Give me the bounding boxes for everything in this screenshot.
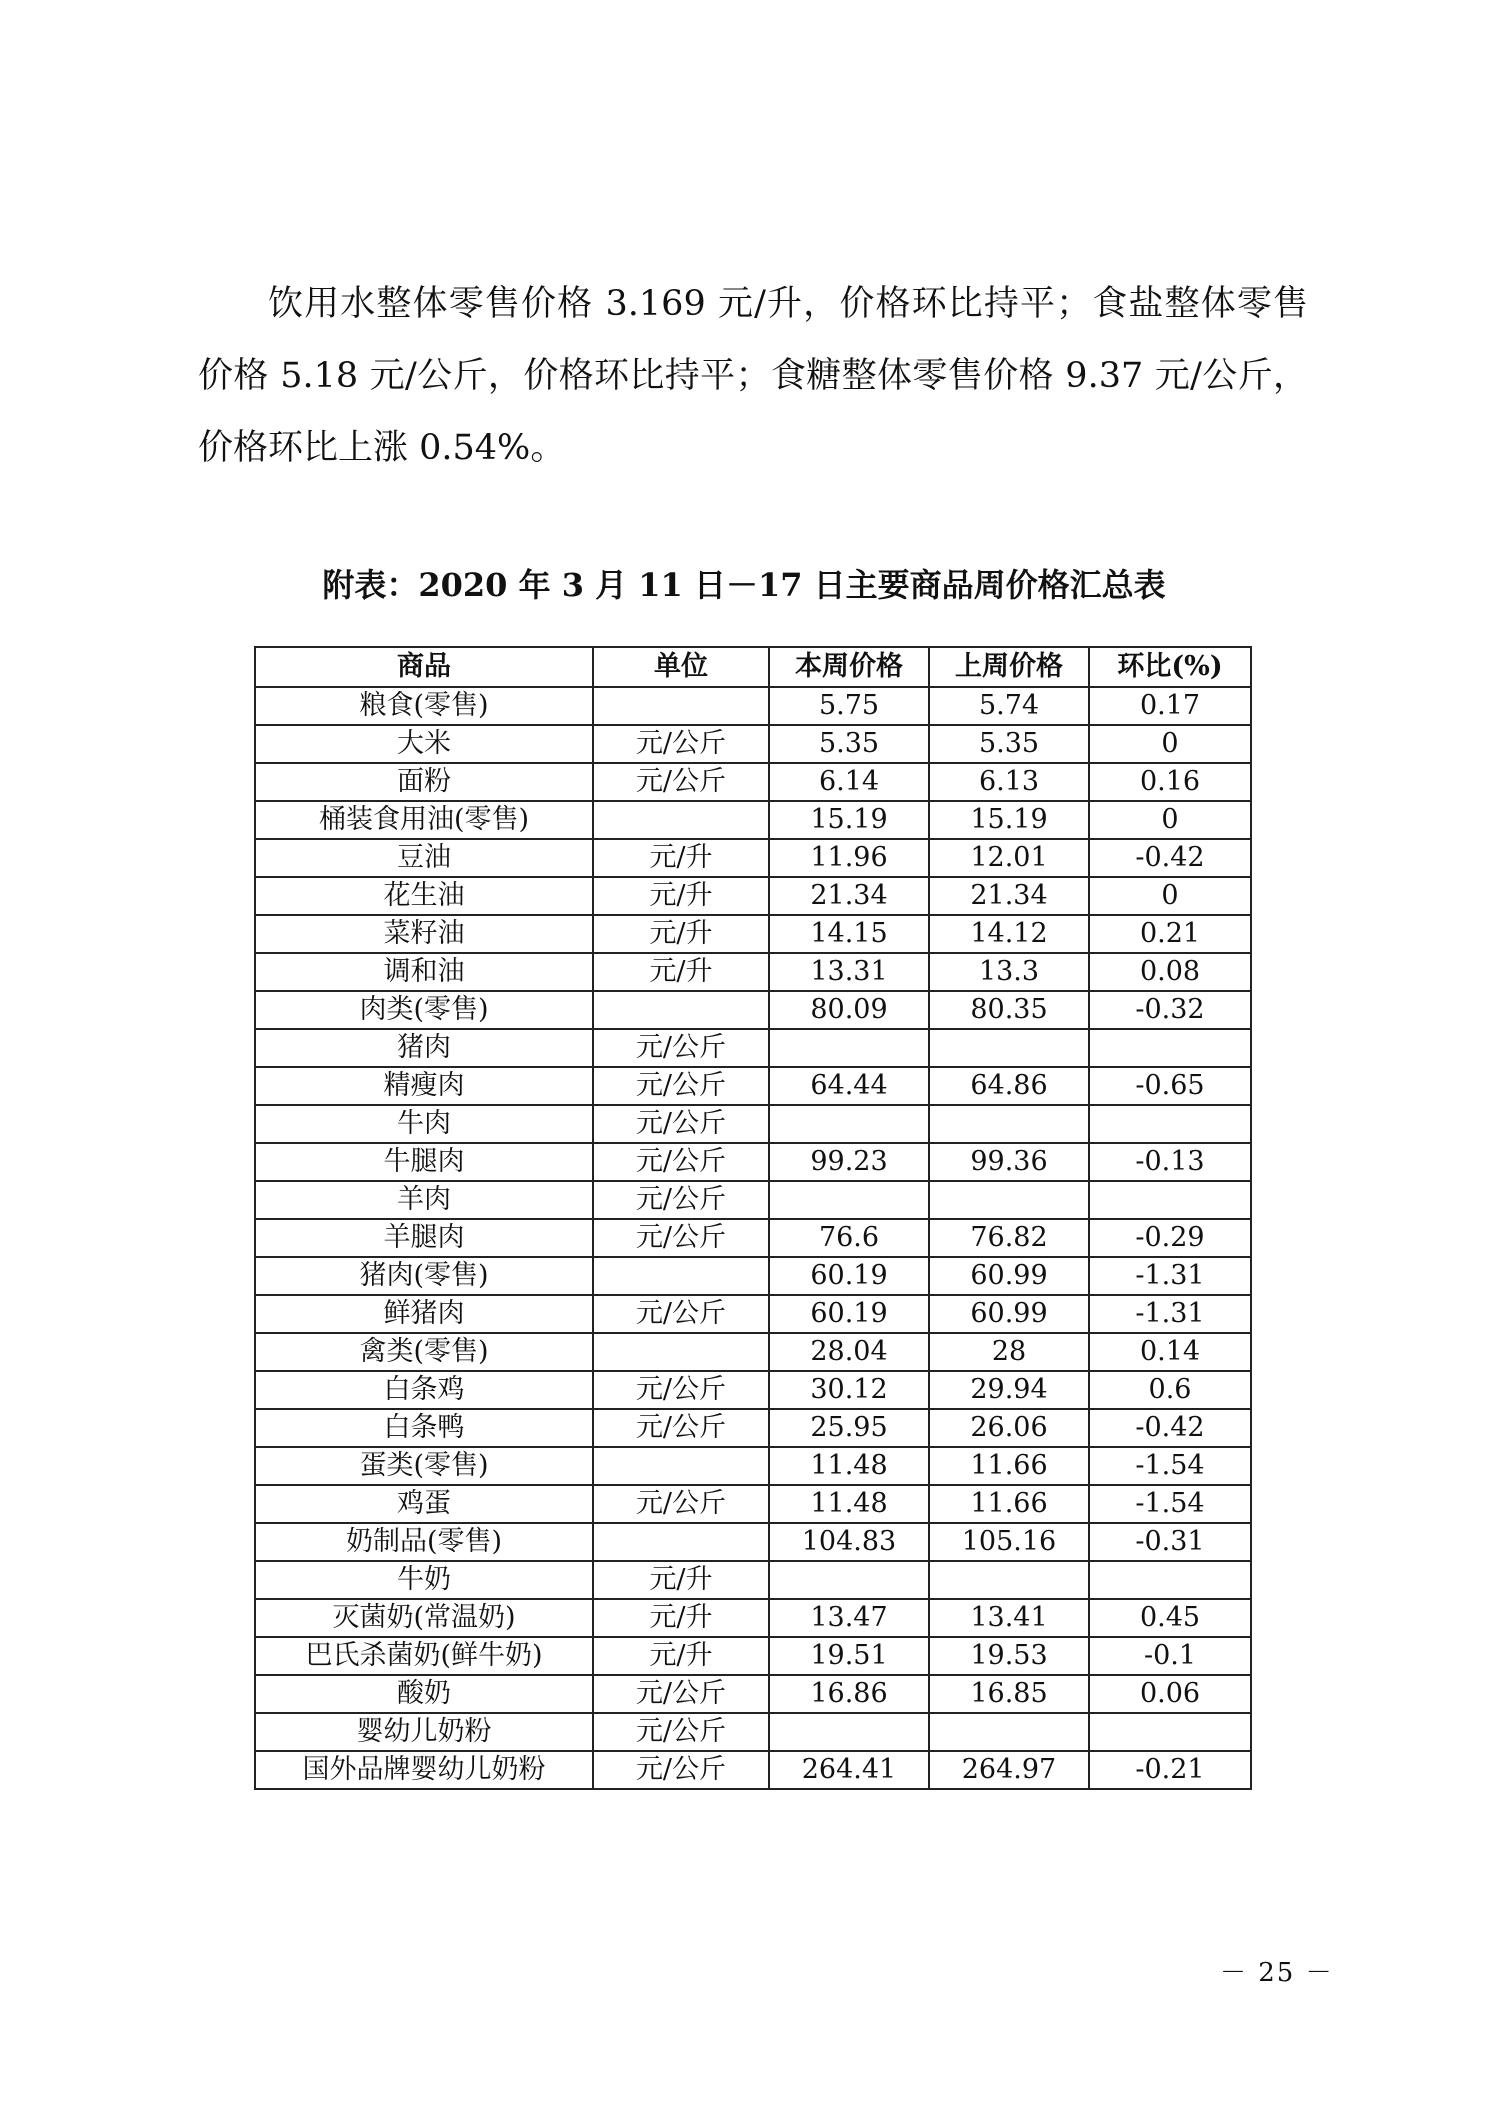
cell-this-week-price: 60.19 bbox=[769, 1257, 929, 1295]
cell-change-percent: -0.21 bbox=[1089, 1751, 1251, 1789]
cell-change-percent: 0 bbox=[1089, 725, 1251, 763]
table-row bbox=[255, 839, 1251, 877]
table-row bbox=[255, 991, 1251, 1029]
cell-this-week-price: 60.19 bbox=[769, 1295, 929, 1333]
cell-change-percent: 0.08 bbox=[1089, 953, 1251, 991]
cell-unit: 元/公斤 bbox=[593, 1143, 769, 1181]
table-row bbox=[255, 1295, 1251, 1333]
cell-this-week-price: 16.86 bbox=[769, 1675, 929, 1713]
cell-unit: 元/升 bbox=[593, 1561, 769, 1599]
cell-last-week-price: 15.19 bbox=[929, 801, 1089, 839]
cell-last-week-price: 26.06 bbox=[929, 1409, 1089, 1447]
cell-unit: 元/升 bbox=[593, 1599, 769, 1637]
cell-unit bbox=[593, 1523, 769, 1561]
table-row bbox=[255, 953, 1251, 991]
cell-commodity: 调和油 bbox=[255, 953, 593, 991]
cell-change-percent: 0 bbox=[1089, 801, 1251, 839]
page-number: － 25 － bbox=[1220, 1958, 1334, 1988]
cell-unit: 元/升 bbox=[593, 1637, 769, 1675]
cell-change-percent: 0.45 bbox=[1089, 1599, 1251, 1637]
cell-unit: 元/公斤 bbox=[593, 1219, 769, 1257]
cell-commodity: 粮食(零售) bbox=[255, 687, 593, 725]
table-row bbox=[255, 1029, 1251, 1067]
cell-change-percent: -0.32 bbox=[1089, 991, 1251, 1029]
cell-commodity: 面粉 bbox=[255, 763, 593, 801]
cell-unit: 元/公斤 bbox=[593, 1105, 769, 1143]
cell-commodity: 巴氏杀菌奶(鲜牛奶) bbox=[255, 1637, 593, 1675]
table-row bbox=[255, 1637, 1251, 1675]
cell-commodity: 羊肉 bbox=[255, 1181, 593, 1219]
cell-commodity: 鸡蛋 bbox=[255, 1485, 593, 1523]
cell-commodity: 羊腿肉 bbox=[255, 1219, 593, 1257]
cell-last-week-price: 21.34 bbox=[929, 877, 1089, 915]
cell-last-week-price bbox=[929, 1105, 1089, 1143]
cell-this-week-price: 11.96 bbox=[769, 839, 929, 877]
cell-commodity: 精瘦肉 bbox=[255, 1067, 593, 1105]
cell-change-percent: -1.31 bbox=[1089, 1257, 1251, 1295]
cell-change-percent bbox=[1089, 1713, 1251, 1751]
cell-unit bbox=[593, 1257, 769, 1295]
cell-unit: 元/公斤 bbox=[593, 1295, 769, 1333]
cell-unit bbox=[593, 801, 769, 839]
cell-this-week-price: 99.23 bbox=[769, 1143, 929, 1181]
cell-change-percent bbox=[1089, 1105, 1251, 1143]
table-row bbox=[255, 1409, 1251, 1447]
cell-last-week-price: 5.74 bbox=[929, 687, 1089, 725]
cell-this-week-price bbox=[769, 1561, 929, 1599]
cell-change-percent: -0.42 bbox=[1089, 1409, 1251, 1447]
cell-this-week-price: 80.09 bbox=[769, 991, 929, 1029]
table-row bbox=[255, 1333, 1251, 1371]
cell-last-week-price: 13.41 bbox=[929, 1599, 1089, 1637]
header-change-percent: 环比(%) bbox=[1089, 647, 1251, 687]
table-row bbox=[255, 763, 1251, 801]
cell-this-week-price: 76.6 bbox=[769, 1219, 929, 1257]
cell-unit: 元/公斤 bbox=[593, 1409, 769, 1447]
table-body bbox=[255, 687, 1251, 1789]
cell-commodity: 猪肉(零售) bbox=[255, 1257, 593, 1295]
cell-this-week-price: 11.48 bbox=[769, 1485, 929, 1523]
cell-last-week-price: 28 bbox=[929, 1333, 1089, 1371]
cell-this-week-price: 11.48 bbox=[769, 1447, 929, 1485]
header-commodity: 商品 bbox=[255, 647, 593, 687]
table-row bbox=[255, 801, 1251, 839]
cell-change-percent: -1.54 bbox=[1089, 1447, 1251, 1485]
cell-this-week-price: 5.35 bbox=[769, 725, 929, 763]
cell-this-week-price: 30.12 bbox=[769, 1371, 929, 1409]
cell-unit: 元/公斤 bbox=[593, 1181, 769, 1219]
cell-last-week-price: 12.01 bbox=[929, 839, 1089, 877]
cell-change-percent bbox=[1089, 1181, 1251, 1219]
cell-unit bbox=[593, 1447, 769, 1485]
cell-unit: 元/公斤 bbox=[593, 1675, 769, 1713]
cell-commodity: 酸奶 bbox=[255, 1675, 593, 1713]
cell-this-week-price bbox=[769, 1713, 929, 1751]
cell-this-week-price: 19.51 bbox=[769, 1637, 929, 1675]
cell-last-week-price: 99.36 bbox=[929, 1143, 1089, 1181]
table-row bbox=[255, 1751, 1251, 1789]
cell-change-percent: 0.14 bbox=[1089, 1333, 1251, 1371]
cell-change-percent: -1.54 bbox=[1089, 1485, 1251, 1523]
cell-commodity: 蛋类(零售) bbox=[255, 1447, 593, 1485]
cell-last-week-price: 16.85 bbox=[929, 1675, 1089, 1713]
cell-change-percent: -1.31 bbox=[1089, 1295, 1251, 1333]
cell-commodity: 灭菌奶(常温奶) bbox=[255, 1599, 593, 1637]
cell-commodity: 国外品牌婴幼儿奶粉 bbox=[255, 1751, 593, 1789]
table-row bbox=[255, 1561, 1251, 1599]
cell-commodity: 花生油 bbox=[255, 877, 593, 915]
cell-this-week-price: 14.15 bbox=[769, 915, 929, 953]
cell-commodity: 奶制品(零售) bbox=[255, 1523, 593, 1561]
cell-last-week-price: 5.35 bbox=[929, 725, 1089, 763]
cell-change-percent: -0.13 bbox=[1089, 1143, 1251, 1181]
table-row bbox=[255, 1523, 1251, 1561]
table-row bbox=[255, 1219, 1251, 1257]
table-row bbox=[255, 877, 1251, 915]
table-row bbox=[255, 1067, 1251, 1105]
cell-commodity: 大米 bbox=[255, 725, 593, 763]
cell-change-percent: -0.31 bbox=[1089, 1523, 1251, 1561]
cell-commodity: 白条鸭 bbox=[255, 1409, 593, 1447]
cell-commodity: 豆油 bbox=[255, 839, 593, 877]
cell-this-week-price: 6.14 bbox=[769, 763, 929, 801]
cell-this-week-price: 104.83 bbox=[769, 1523, 929, 1561]
header-last-week-price: 上周价格 bbox=[929, 647, 1089, 687]
cell-commodity: 牛腿肉 bbox=[255, 1143, 593, 1181]
cell-commodity: 婴幼儿奶粉 bbox=[255, 1713, 593, 1751]
cell-this-week-price: 13.31 bbox=[769, 953, 929, 991]
table-row bbox=[255, 915, 1251, 953]
cell-commodity: 猪肉 bbox=[255, 1029, 593, 1067]
cell-this-week-price: 264.41 bbox=[769, 1751, 929, 1789]
table-title: 附表：2020 年 3 月 11 日－17 日主要商品周价格汇总表 bbox=[322, 566, 1166, 604]
cell-change-percent bbox=[1089, 1561, 1251, 1599]
cell-last-week-price: 11.66 bbox=[929, 1485, 1089, 1523]
cell-change-percent: 0.17 bbox=[1089, 687, 1251, 725]
cell-this-week-price bbox=[769, 1029, 929, 1067]
cell-this-week-price bbox=[769, 1181, 929, 1219]
table-row bbox=[255, 1371, 1251, 1409]
table-row bbox=[255, 1105, 1251, 1143]
cell-change-percent: -0.42 bbox=[1089, 839, 1251, 877]
cell-unit: 元/公斤 bbox=[593, 1751, 769, 1789]
cell-last-week-price: 60.99 bbox=[929, 1295, 1089, 1333]
cell-commodity: 鲜猪肉 bbox=[255, 1295, 593, 1333]
cell-change-percent: -0.29 bbox=[1089, 1219, 1251, 1257]
cell-last-week-price: 264.97 bbox=[929, 1751, 1089, 1789]
cell-last-week-price bbox=[929, 1181, 1089, 1219]
cell-last-week-price: 29.94 bbox=[929, 1371, 1089, 1409]
cell-change-percent: -0.65 bbox=[1089, 1067, 1251, 1105]
cell-unit: 元/升 bbox=[593, 839, 769, 877]
cell-unit: 元/升 bbox=[593, 915, 769, 953]
cell-change-percent: 0.6 bbox=[1089, 1371, 1251, 1409]
cell-unit bbox=[593, 1333, 769, 1371]
cell-change-percent: -0.1 bbox=[1089, 1637, 1251, 1675]
cell-commodity: 菜籽油 bbox=[255, 915, 593, 953]
table-row bbox=[255, 1257, 1251, 1295]
cell-unit: 元/公斤 bbox=[593, 1485, 769, 1523]
table-row bbox=[255, 1675, 1251, 1713]
body-paragraph: 饮用水整体零售价格 3.169 元/升，价格环比持平；食盐整体零售价格 5.18 元/公斤，价格环比持平；食糖整体零售价格 9.37 元/公斤，价格环比上涨 0.54%。 bbox=[198, 284, 1308, 468]
table-row bbox=[255, 1447, 1251, 1485]
cell-last-week-price: 14.12 bbox=[929, 915, 1089, 953]
cell-unit: 元/公斤 bbox=[593, 763, 769, 801]
cell-change-percent: 0.21 bbox=[1089, 915, 1251, 953]
cell-last-week-price: 80.35 bbox=[929, 991, 1089, 1029]
cell-last-week-price: 19.53 bbox=[929, 1637, 1089, 1675]
cell-unit bbox=[593, 687, 769, 725]
cell-this-week-price bbox=[769, 1105, 929, 1143]
cell-last-week-price bbox=[929, 1029, 1089, 1067]
cell-unit: 元/公斤 bbox=[593, 1713, 769, 1751]
cell-unit: 元/公斤 bbox=[593, 725, 769, 763]
table-row bbox=[255, 1713, 1251, 1751]
cell-last-week-price: 6.13 bbox=[929, 763, 1089, 801]
table-header-row bbox=[255, 647, 1251, 687]
table-row bbox=[255, 725, 1251, 763]
cell-unit bbox=[593, 991, 769, 1029]
cell-unit: 元/公斤 bbox=[593, 1371, 769, 1409]
cell-last-week-price: 13.3 bbox=[929, 953, 1089, 991]
cell-commodity: 肉类(零售) bbox=[255, 991, 593, 1029]
table-row bbox=[255, 1181, 1251, 1219]
cell-commodity: 白条鸡 bbox=[255, 1371, 593, 1409]
cell-last-week-price bbox=[929, 1561, 1089, 1599]
cell-unit: 元/升 bbox=[593, 953, 769, 991]
table-row bbox=[255, 1599, 1251, 1637]
cell-this-week-price: 25.95 bbox=[769, 1409, 929, 1447]
table-row bbox=[255, 687, 1251, 725]
cell-last-week-price: 11.66 bbox=[929, 1447, 1089, 1485]
cell-last-week-price bbox=[929, 1713, 1089, 1751]
cell-unit: 元/公斤 bbox=[593, 1029, 769, 1067]
cell-this-week-price: 21.34 bbox=[769, 877, 929, 915]
header-this-week-price: 本周价格 bbox=[769, 647, 929, 687]
cell-change-percent: 0.06 bbox=[1089, 1675, 1251, 1713]
cell-last-week-price: 64.86 bbox=[929, 1067, 1089, 1105]
cell-unit: 元/升 bbox=[593, 877, 769, 915]
cell-this-week-price: 15.19 bbox=[769, 801, 929, 839]
cell-change-percent bbox=[1089, 1029, 1251, 1067]
cell-unit: 元/公斤 bbox=[593, 1067, 769, 1105]
cell-this-week-price: 28.04 bbox=[769, 1333, 929, 1371]
cell-commodity: 牛奶 bbox=[255, 1561, 593, 1599]
cell-commodity: 牛肉 bbox=[255, 1105, 593, 1143]
cell-this-week-price: 13.47 bbox=[769, 1599, 929, 1637]
cell-commodity: 禽类(零售) bbox=[255, 1333, 593, 1371]
table-row bbox=[255, 1485, 1251, 1523]
cell-this-week-price: 5.75 bbox=[769, 687, 929, 725]
cell-change-percent: 0.16 bbox=[1089, 763, 1251, 801]
cell-commodity: 桶装食用油(零售) bbox=[255, 801, 593, 839]
cell-last-week-price: 60.99 bbox=[929, 1257, 1089, 1295]
cell-change-percent: 0 bbox=[1089, 877, 1251, 915]
cell-this-week-price: 64.44 bbox=[769, 1067, 929, 1105]
table-row bbox=[255, 1143, 1251, 1181]
header-unit: 单位 bbox=[593, 647, 769, 687]
cell-last-week-price: 105.16 bbox=[929, 1523, 1089, 1561]
cell-last-week-price: 76.82 bbox=[929, 1219, 1089, 1257]
price-summary-table bbox=[254, 646, 1252, 1790]
